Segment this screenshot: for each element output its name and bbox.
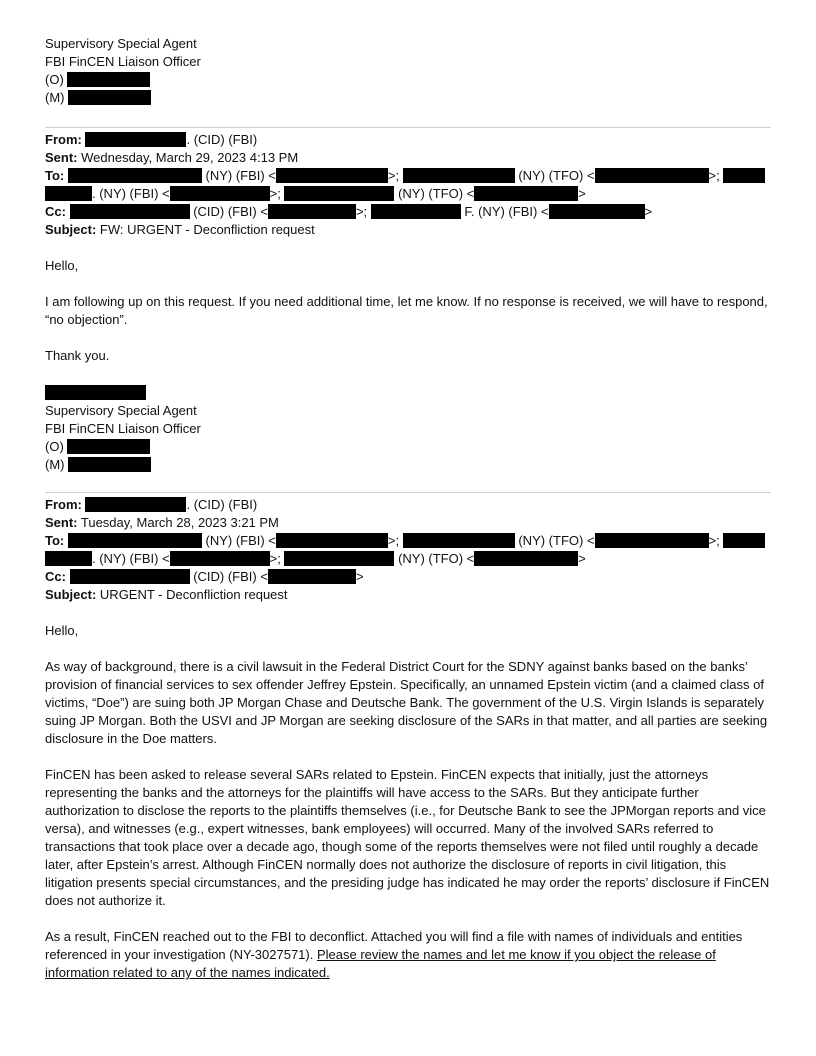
recipient-text: (NY) (TFO) < [514, 533, 595, 548]
paragraph-3-underlined-request: Please review the names and let me know if you object the release of information related to any of the names indicated. [45, 947, 716, 980]
subject-label: Subject: [45, 587, 97, 602]
message-2-body [45, 622, 771, 982]
paragraph-3-text: As a result, FinCEN reached out to the FBI to deconflict. Attached you will find a file with names of individuals and entities referenced in your investigation (NY-3027571). [45, 929, 743, 962]
subject-value: URGENT - Deconfliction request [99, 587, 288, 602]
redaction-box [474, 551, 578, 566]
redaction-box [595, 533, 709, 548]
redaction-box [595, 168, 709, 183]
redaction-box [474, 186, 578, 201]
recipient-text: >; [708, 533, 724, 548]
body-paragraph: I am following up on this request. If you need additional time, let me know. If no response is received, we will have to respond, “no objection”. [45, 294, 768, 327]
redaction-box [70, 204, 190, 219]
body-paragraph-1: As way of background, there is a civil lawsuit in the Federal District Court for the SDNY against banks based on the banks’ provision of financial services to sex offender Jeffrey Epstein. Specifically, an unnamed Epstein victim (and a claimed class of victims, “Doe”) are suing both JP Morgan Chase and Deutsche Bank. The government of the U.S. Virgin Islands is separately suing JP Morgan. Both the USVI and JP Morgan are seeking disclosure of the SARs in that matter, and all parties are seeking disclosure in the Doe matters. [45, 659, 768, 746]
redaction-box [403, 533, 515, 548]
signature-title: Supervisory Special Agent [45, 36, 197, 51]
redaction-box [67, 72, 150, 87]
cc-label: Cc: [45, 569, 66, 584]
greeting: Hello, [45, 623, 79, 638]
from-label: From: [45, 497, 82, 512]
sent-label: Sent: [45, 150, 78, 165]
divider [45, 127, 771, 128]
subject-label: Subject: [45, 222, 97, 237]
redaction-box [276, 533, 388, 548]
redaction-box [85, 497, 186, 512]
redaction-box [284, 186, 394, 201]
redaction-box [45, 551, 92, 566]
recipient-text: . (NY) (FBI) < [92, 186, 170, 201]
from-suffix: . (CID) (FBI) [186, 497, 258, 512]
recipient-text: > [578, 551, 586, 566]
recipient-text: (NY) (FBI) < [201, 533, 276, 548]
office-label: (O) [45, 72, 64, 87]
redaction-box [68, 168, 202, 183]
mobile-label: (M) [45, 457, 65, 472]
sent-label: Sent: [45, 515, 78, 530]
mobile-label: (M) [45, 90, 65, 105]
redaction-box [403, 168, 515, 183]
signature-position: FBI FinCEN Liaison Officer [45, 421, 201, 436]
from-label: From: [45, 132, 82, 147]
recipient-text: . (NY) (FBI) < [92, 551, 170, 566]
to-label: To: [45, 533, 65, 548]
recipient-text: >; [708, 168, 724, 183]
cc-text: F. (NY) (FBI) < [460, 204, 549, 219]
body-paragraph-2: FinCEN has been asked to release several SARs related to Epstein. FinCEN expects that initially, just the attorneys representing the banks and the attorneys for the plaintiffs will have access to the SARs. But they anticipate further authorization to disclose the reports to the plaintiffs themselves (i.e., for Deutsche Bank to see the JPMorgan reports and vice versa), and witnesses (e.g., expert witnesses, bank employees) will occurred. Many of the involved SARs referred to transactions that took place over a decade ago, though some of the reports themselves were not filed until roughly a decade later, after Epstein’s arrest. Although FinCEN normally does not authorize the disclosure of reports in civil litigation, this litigation presents special circumstances, and the presiding judge has indicated he may order the reports’ disclosure if FinCEN does not authorize it. [45, 767, 770, 908]
recipient-text: >; [387, 533, 403, 548]
cc-label: Cc: [45, 204, 66, 219]
signature-position: FBI FinCEN Liaison Officer [45, 54, 201, 69]
recipient-text: (NY) (TFO) < [514, 168, 595, 183]
subject-value: FW: URGENT - Deconfliction request [99, 222, 315, 237]
redaction-box [70, 569, 190, 584]
office-label: (O) [45, 439, 64, 454]
signature-title: Supervisory Special Agent [45, 403, 197, 418]
divider [45, 492, 771, 493]
redaction-box [268, 569, 356, 584]
cc-text: (CID) (FBI) < [189, 204, 268, 219]
recipient-text: (NY) (TFO) < [394, 551, 475, 566]
signature-block [45, 384, 201, 474]
recipient-text: (NY) (TFO) < [394, 186, 475, 201]
redaction-box [85, 132, 186, 147]
redaction-box [268, 204, 356, 219]
redaction-box [723, 533, 765, 548]
redaction-box [276, 168, 388, 183]
recipient-text: >; [269, 551, 285, 566]
signature-block-top [45, 35, 201, 107]
recipient-text: > [578, 186, 586, 201]
greeting: Hello, [45, 258, 79, 273]
redaction-box [284, 551, 394, 566]
redaction-box [170, 551, 270, 566]
redaction-box [68, 457, 151, 472]
recipient-text: (NY) (FBI) < [201, 168, 276, 183]
to-label: To: [45, 168, 65, 183]
sent-value: Tuesday, March 28, 2023 3:21 PM [80, 515, 279, 530]
redaction-box [371, 204, 461, 219]
redaction-box [68, 533, 202, 548]
redaction-box [170, 186, 270, 201]
redaction-box [45, 385, 146, 400]
message-1-header [45, 131, 771, 239]
message-1-body [45, 257, 771, 365]
cc-text: > [355, 569, 364, 584]
redaction-box [67, 439, 150, 454]
from-suffix: . (CID) (FBI) [186, 132, 258, 147]
cc-text: > [644, 204, 653, 219]
redaction-box [45, 186, 92, 201]
cc-text: (CID) (FBI) < [189, 569, 268, 584]
body-paragraph-3 [45, 928, 771, 982]
recipient-text: >; [269, 186, 285, 201]
cc-text: >; [355, 204, 371, 219]
closing: Thank you. [45, 348, 110, 363]
message-2-header [45, 496, 771, 604]
sent-value: Wednesday, March 29, 2023 4:13 PM [81, 150, 299, 165]
redaction-box [723, 168, 765, 183]
recipient-text: >; [387, 168, 403, 183]
redaction-box [68, 90, 151, 105]
redaction-box [549, 204, 645, 219]
